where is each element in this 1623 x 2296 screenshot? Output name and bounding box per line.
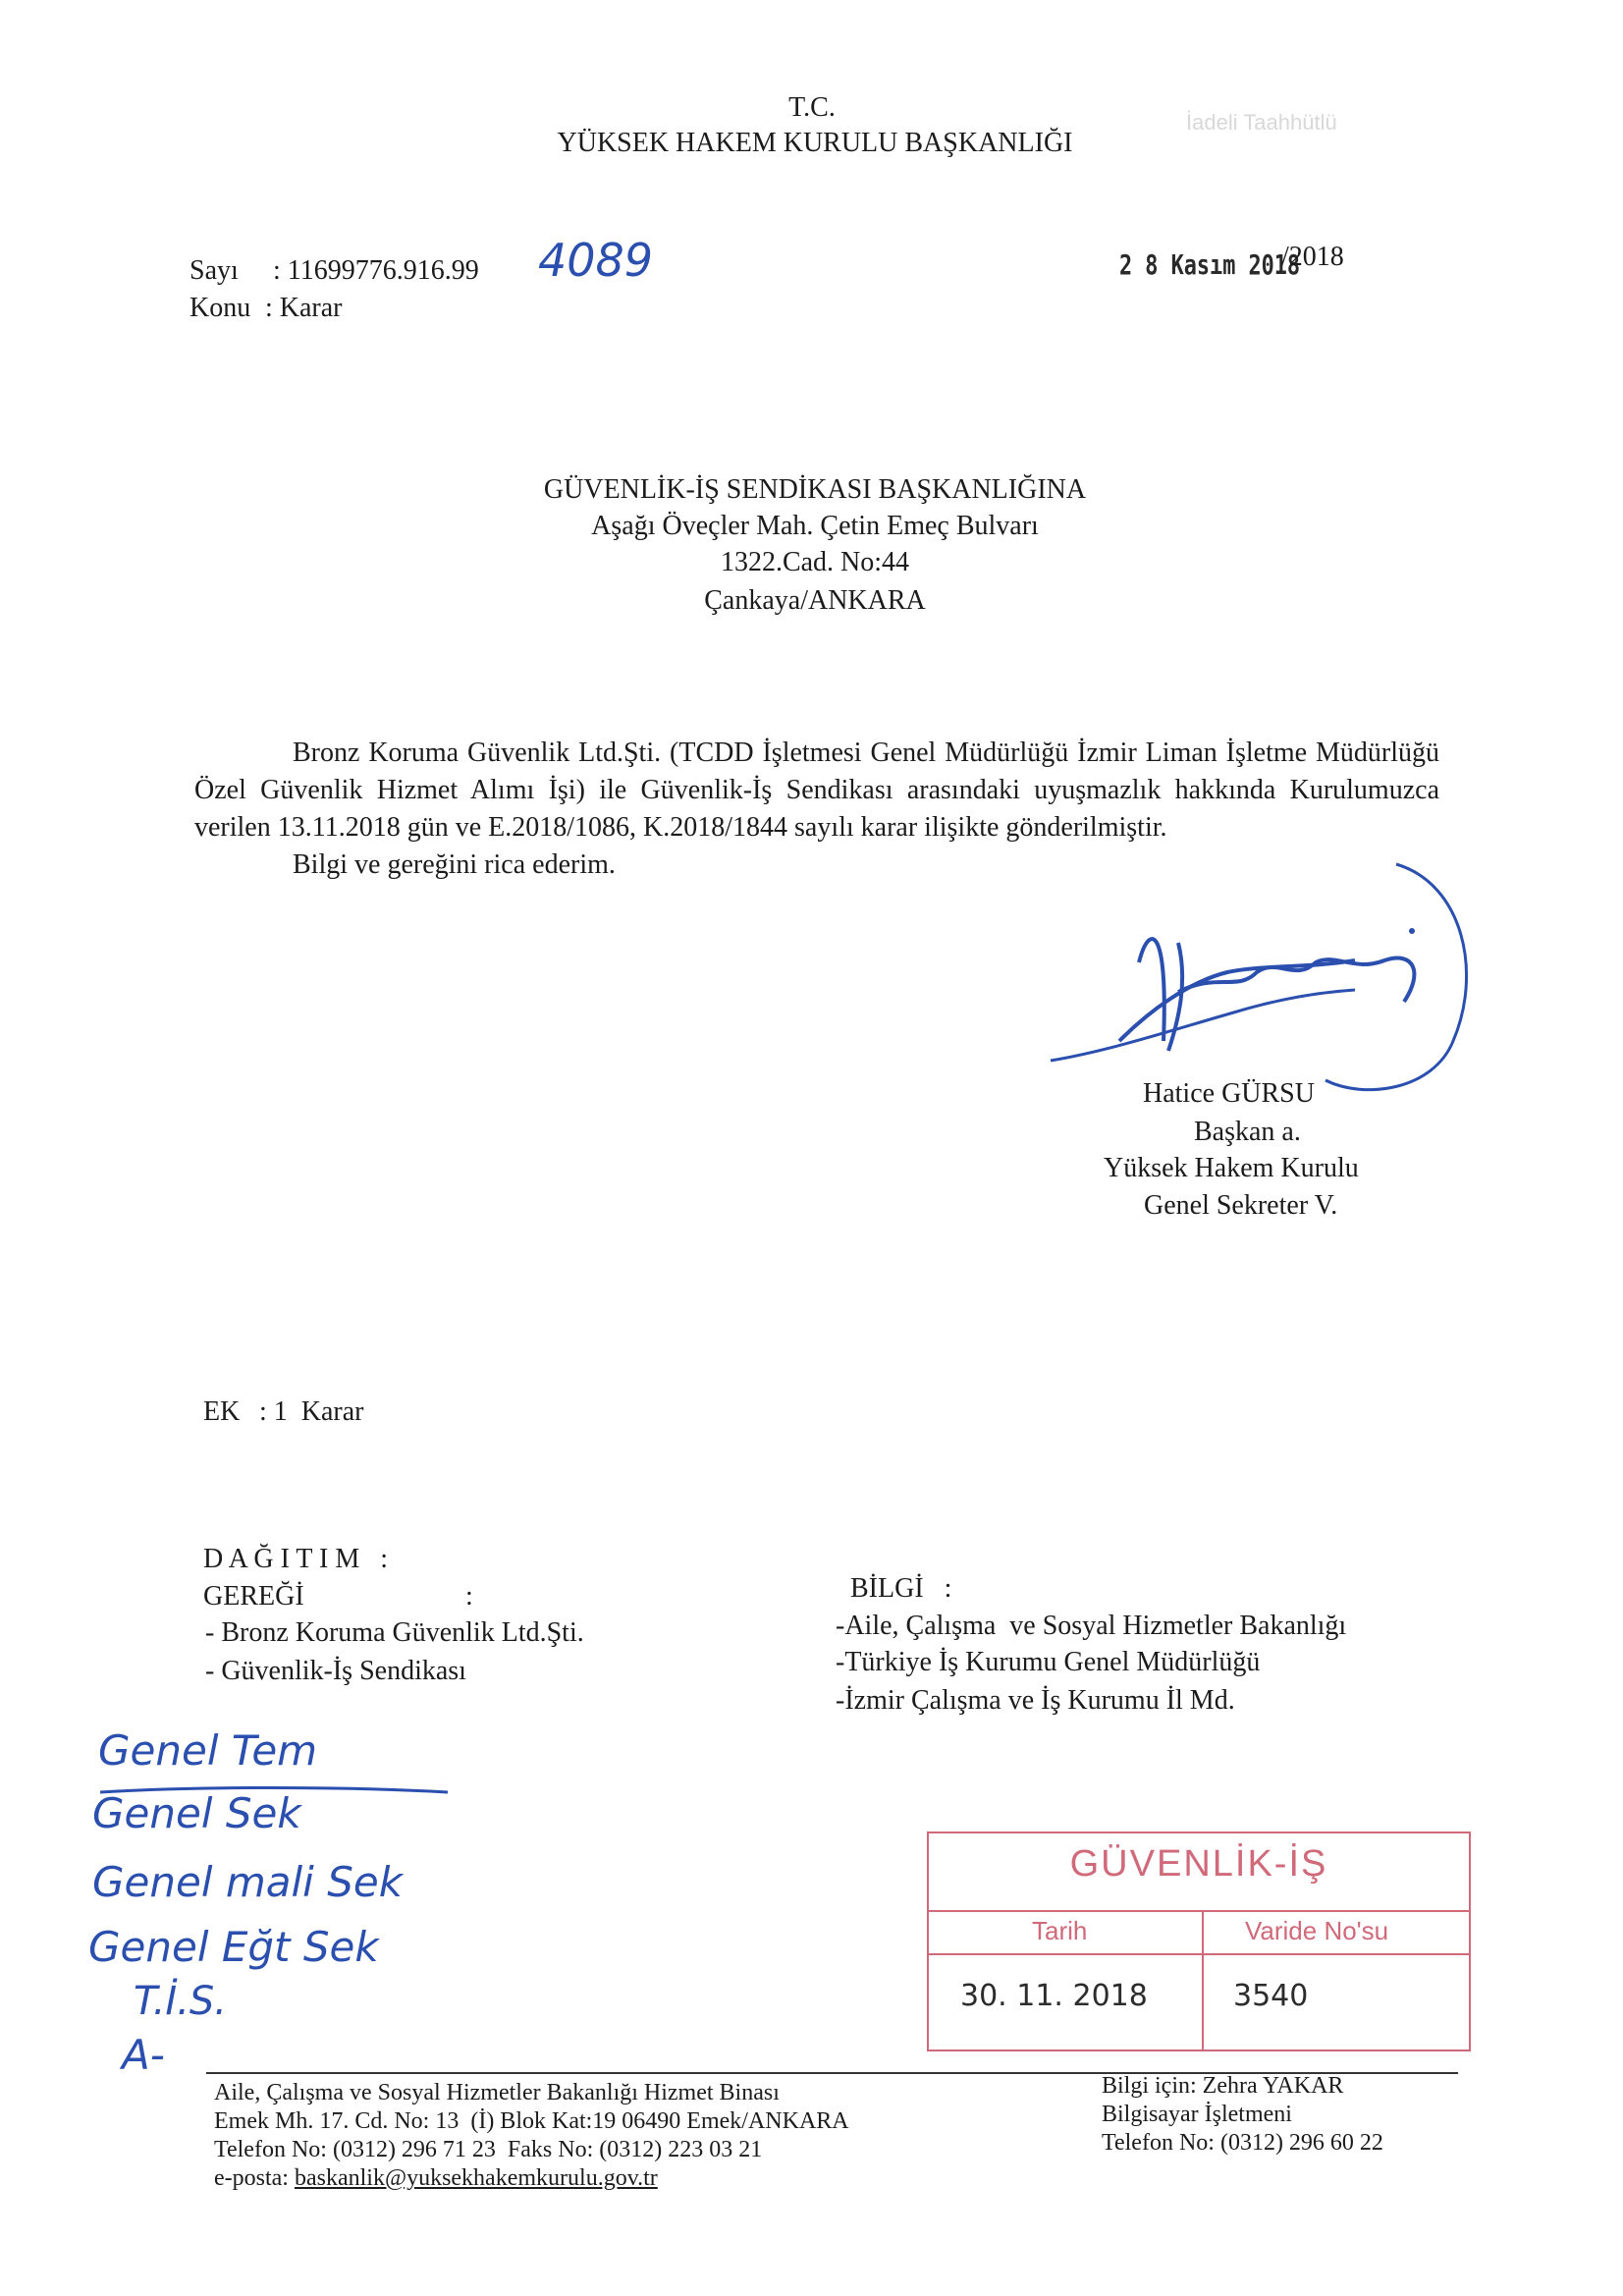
handwritten-note: A- <box>122 2031 165 2079</box>
stamp-divider <box>1202 1910 1204 2050</box>
handwritten-note: Genel mali Sek <box>92 1858 404 1906</box>
footer-contact-phone: Telefon No: (0312) 296 60 22 <box>1102 2130 1383 2156</box>
handwritten-note: T.İ.S. <box>134 1979 228 2024</box>
faint-corner-mark: İadeli Taahhütlü <box>1186 110 1337 135</box>
konu-label: Konu <box>189 293 251 323</box>
footer-email-row <box>214 2164 658 2193</box>
stamp-number-value: 3540 <box>1233 1979 1309 2013</box>
attachment-label: EK <box>203 1396 241 1427</box>
date-stamp: 2 8 Kasım 2018 <box>1119 248 1301 281</box>
footer-contact-name: Bilgi için: Zehra YAKAR <box>1102 2073 1344 2099</box>
sayi-value: : 11699776.916.99 <box>273 255 479 286</box>
header-tc: T.C. <box>788 92 836 123</box>
date-suffix: /2018 <box>1281 242 1344 272</box>
recipient-address-1: Aşağı Öveçler Mah. Çetin Emeç Bulvarı <box>591 511 1039 541</box>
stamp-number-header: Varide No'su <box>1245 1916 1389 1945</box>
footer-address-1: Aile, Çalışma ve Sosyal Hizmetler Bakanlığı Hizmet Binası <box>214 2080 780 2105</box>
bilgi-item: -İzmir Çalışma ve İş Kurumu İl Md. <box>836 1685 1235 1716</box>
recipient-address-3: Çankaya/ANKARA <box>704 585 926 616</box>
gereg-item: - Güvenlik-İş Sendikası <box>205 1656 466 1686</box>
signatory-title-2: Yüksek Hakem Kurulu <box>1104 1153 1359 1183</box>
distribution-bilgi-label: BİLGİ : <box>850 1573 952 1604</box>
bilgi-item: -Aile, Çalışma ve Sosyal Hizmetler Bakanlığı <box>836 1611 1347 1641</box>
footer-contact-title: Bilgisayar İşletmeni <box>1102 2102 1292 2127</box>
bilgi-item: -Türkiye İş Kurumu Genel Müdürlüğü <box>836 1647 1261 1677</box>
handwritten-note: Genel Eğt Sek <box>88 1923 379 1971</box>
footer-email-link[interactable]: baskanlik@yuksekhakemkurulu.gov.tr <box>294 2165 658 2191</box>
signatory-name: Hatice GÜRSU <box>1143 1078 1315 1109</box>
footer-address-2: Emek Mh. 17. Cd. No: 13 (İ) Blok Kat:19 06490 Emek/ANKARA <box>214 2108 849 2134</box>
signatory-title-1: Başkan a. <box>1194 1117 1301 1147</box>
stamp-title: GÜVENLİK-İŞ <box>1069 1843 1328 1885</box>
footer-phone: Telefon No: (0312) 296 71 23 Faks No: (0312) 223 03 21 <box>214 2137 763 2162</box>
distribution-gereg-colon: : <box>465 1581 473 1612</box>
distribution-gereg-label: GEREĞİ <box>203 1581 304 1612</box>
body-paragraph-2: Bilgi ve gereğini rica ederim. <box>293 849 616 880</box>
footer-email-label: e-posta: <box>214 2165 289 2191</box>
sayi-handwritten-number: 4089 <box>538 234 654 287</box>
stamp-divider <box>929 1910 1469 1912</box>
body-paragraph-1: Bronz Koruma Güvenlik Ltd.Şti. (TCDD İşletmesi Genel Müdürlüğü İzmir Liman İşletme Müdürlüğü Özel Güvenlik Hizmet Alımı İşi) ile Güvenlik-İş Sendikası arasındaki uyuşmazlık hakkında Kurulumuzca verilen 13.11.2018 gün ve E.2018/1086, K.2018/1844 sayılı karar ilişikte gönderilmiştir. <box>194 738 1439 843</box>
signatory-title-3: Genel Sekreter V. <box>1144 1190 1338 1221</box>
konu-value: : Karar <box>265 293 343 323</box>
gereg-item: - Bronz Koruma Güvenlik Ltd.Şti. <box>205 1617 584 1648</box>
recipient-address-2: 1322.Cad. No:44 <box>720 547 910 577</box>
header-institution: YÜKSEK HAKEM KURULU BAŞKANLIĞI <box>557 128 1073 158</box>
handwritten-note: Genel Sek <box>92 1789 301 1837</box>
stamp-divider <box>929 1953 1469 1955</box>
handwritten-note: Genel Tem <box>98 1726 318 1775</box>
recipient-name: GÜVENLİK-İŞ SENDİKASI BAŞKANLIĞINA <box>543 474 1087 505</box>
sayi-label: Sayı <box>189 255 239 286</box>
attachment-value: : 1 Karar <box>259 1396 364 1427</box>
stamp-date-header: Tarih <box>1032 1916 1088 1945</box>
stamp-date-value: 30. 11. 2018 <box>960 1979 1148 2013</box>
received-stamp <box>927 1831 1471 2051</box>
distribution-title: D A Ğ I T I M : <box>203 1544 388 1574</box>
